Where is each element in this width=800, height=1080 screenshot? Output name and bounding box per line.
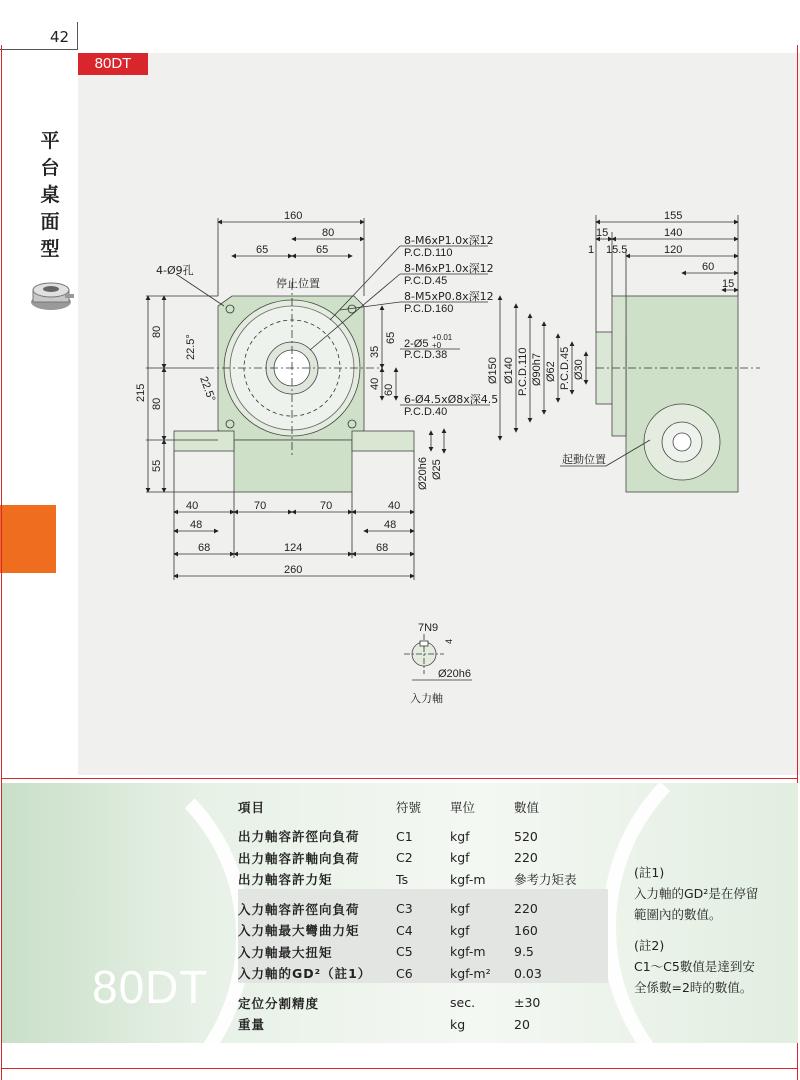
spec-value: 160: [514, 922, 538, 938]
spec-item: 入力軸最大扭矩: [238, 944, 333, 960]
spec-row: [238, 898, 614, 920]
spec-item: 出力軸容許軸向負荷: [238, 850, 360, 866]
dim-bottom-70-left: 70: [254, 500, 267, 512]
dim-bottom-40-right: 40: [388, 500, 401, 512]
spec-item: 入力軸最大彎曲力矩: [238, 923, 360, 939]
rdim-120: 120: [664, 244, 683, 256]
dim-bottom-48-left: 48: [190, 519, 203, 531]
spec-row: [238, 941, 614, 963]
spec-unit: kgf: [450, 901, 470, 917]
spec-row: [238, 826, 614, 848]
callout-4-tol-up: +0.01: [432, 333, 453, 342]
spec-value: 220: [514, 850, 538, 866]
holes-label: 4-Ø9孔: [156, 264, 194, 277]
spec-symbol: C6: [396, 965, 413, 981]
spec-value: 參考力矩表: [514, 872, 577, 888]
shaft-dim-25: Ø25: [431, 459, 443, 480]
spec-row: [238, 920, 614, 942]
dim-bottom-260: 260: [284, 564, 303, 576]
rdim-90h7: Ø90h7: [531, 352, 543, 386]
spec-header-row: [238, 796, 614, 818]
spec-unit: sec.: [450, 995, 476, 1011]
spec-header: 數值: [514, 799, 540, 815]
spec-symbol: C4: [396, 922, 413, 938]
dim-inner-40: 40: [369, 377, 381, 390]
angle-label-1: 22.5°: [185, 334, 197, 360]
dim-bottom-48-right: 48: [384, 519, 397, 531]
dim-65-left: 65: [256, 244, 269, 256]
dim-left-215: 215: [135, 383, 147, 402]
spec-header: 單位: [450, 799, 476, 815]
spec-item: 入力軸的GD²（註1）: [238, 966, 372, 982]
dim-bottom-68-right: 68: [376, 542, 389, 554]
spec-value: 220: [514, 901, 538, 917]
dim-bottom-40-left: 40: [186, 500, 199, 512]
header-rule: [0, 49, 78, 50]
rdim-15-5: 15.5: [606, 244, 628, 256]
technical-drawing: [78, 53, 800, 775]
callout-5-pcd: P.C.D.40: [404, 406, 448, 418]
spec-header: 符號: [396, 799, 422, 815]
header-rule-vertical: [77, 22, 78, 50]
spec-symbol: C1: [396, 828, 413, 844]
frame-divider: [1, 778, 798, 779]
dim-65-right: 65: [316, 244, 329, 256]
rdim-15-b: 15: [722, 278, 735, 290]
rdim-140: 140: [664, 227, 683, 239]
orange-section-marker: [0, 505, 56, 573]
callout-2-spec: 8-M6xP1.0x深12: [404, 262, 494, 275]
spec-value: 20: [514, 1016, 530, 1032]
note-1-text: 入力軸的GD²是在停留範圍內的數值。: [634, 886, 759, 922]
dim-inner-65: 65: [385, 331, 397, 344]
callout-4-pcd: P.C.D.38: [404, 349, 448, 361]
dim-inner-35: 35: [369, 345, 381, 358]
spec-value: 0.03: [514, 965, 542, 981]
rdim-62: Ø62: [545, 361, 557, 382]
key-label: 7N9: [418, 622, 439, 634]
dim-160: 160: [284, 210, 303, 222]
model-tag: 80DT: [78, 53, 148, 75]
rdim-1: 1: [588, 244, 595, 256]
spec-row: [238, 869, 614, 891]
product-thumbnail: [27, 268, 75, 316]
rdim-155: 155: [664, 210, 683, 222]
spec-model-name: 80DT: [92, 961, 209, 1013]
spec-symbol: [396, 992, 450, 1014]
dim-left-55: 55: [151, 459, 163, 472]
stop-position-label: 停止位置: [276, 277, 320, 290]
note-2-text: C1～C5數值是達到安全係數=2時的數值。: [634, 959, 755, 995]
page-number: 42: [50, 28, 70, 46]
spec-row: [238, 847, 614, 869]
angle-label-2: 22.5°: [197, 374, 218, 404]
callout-4-tol-dn: +0: [432, 341, 442, 350]
dim-left-80-bottom: 80: [151, 397, 163, 410]
spec-value: 520: [514, 828, 538, 844]
spec-header: 項目: [238, 799, 266, 815]
spec-item: 入力軸容許徑向負荷: [238, 901, 360, 917]
rdim-60: 60: [702, 261, 715, 273]
dim-bottom-68-left: 68: [198, 542, 211, 554]
dim-bottom-70-right: 70: [320, 500, 333, 512]
callout-4-spec: 2-Ø5: [404, 338, 429, 350]
rdim-150: Ø150: [487, 357, 499, 384]
callout-3-pcd: P.C.D.160: [404, 303, 454, 315]
spec-unit: kgf: [450, 922, 470, 938]
spec-symbol: C3: [396, 901, 413, 917]
key-depth-label: 4: [444, 638, 454, 644]
start-position-label: 起動位置: [562, 453, 606, 466]
dim-left-80-top: 80: [151, 325, 163, 338]
dim-80: 80: [322, 227, 335, 239]
spec-value: 9.5: [514, 944, 534, 960]
spec-value: ±30: [514, 995, 541, 1011]
spec-symbol: C2: [396, 850, 413, 866]
spec-item: 重量: [238, 1017, 266, 1033]
frame-bottom: [1, 1068, 798, 1069]
spec-table: [238, 796, 614, 1035]
spec-unit: kgf: [450, 828, 470, 844]
callout-1-spec: 8-M6xP1.0x深12: [404, 234, 494, 247]
spec-symbol: [396, 1014, 450, 1036]
dim-bottom-124: 124: [284, 542, 303, 554]
spec-row: [238, 963, 614, 985]
dim-inner-60: 60: [383, 383, 395, 396]
callout-5-spec: 6-Ø4.5xØ8x深4.5: [404, 393, 499, 406]
spec-unit: kgf-m: [450, 871, 486, 887]
rdim-30: Ø30: [573, 359, 585, 380]
note-1-title: (註1): [634, 865, 665, 880]
spec-item: 出力軸容許力矩: [238, 872, 333, 888]
notes: [634, 862, 764, 998]
spec-symbol: C5: [396, 944, 413, 960]
callout-2-pcd: P.C.D.45: [404, 275, 448, 287]
callout-1-pcd: P.C.D.110: [404, 247, 453, 259]
input-shaft-dia: Ø20h6: [438, 668, 472, 680]
category-label: [30, 128, 70, 263]
input-shaft-label: 入力軸: [410, 692, 443, 705]
rdim-pcd110: P.C.D.110: [517, 347, 529, 396]
spec-unit: kg: [450, 1016, 466, 1032]
spec-unit: kgf-m²: [450, 965, 491, 981]
category-text: 平台桌面型: [40, 130, 60, 260]
rdim-15: 15: [596, 227, 609, 239]
spec-row: [238, 1014, 614, 1036]
rdim-pcd45: P.C.D.45: [559, 346, 571, 390]
spec-item: 定位分割精度: [238, 995, 320, 1011]
shaft-dim-20h6: Ø20h6: [417, 456, 429, 490]
rdim-140v: Ø140: [503, 357, 515, 384]
note-2-title: (註2): [634, 938, 665, 953]
spec-row: [238, 992, 614, 1014]
spec-item: 出力軸容許徑向負荷: [238, 829, 360, 845]
spec-unit: kgf-m: [450, 944, 486, 960]
callout-3-spec: 8-M5xP0.8x深12: [404, 290, 494, 303]
spec-symbol: Ts: [396, 871, 409, 887]
spec-unit: kgf: [450, 850, 470, 866]
